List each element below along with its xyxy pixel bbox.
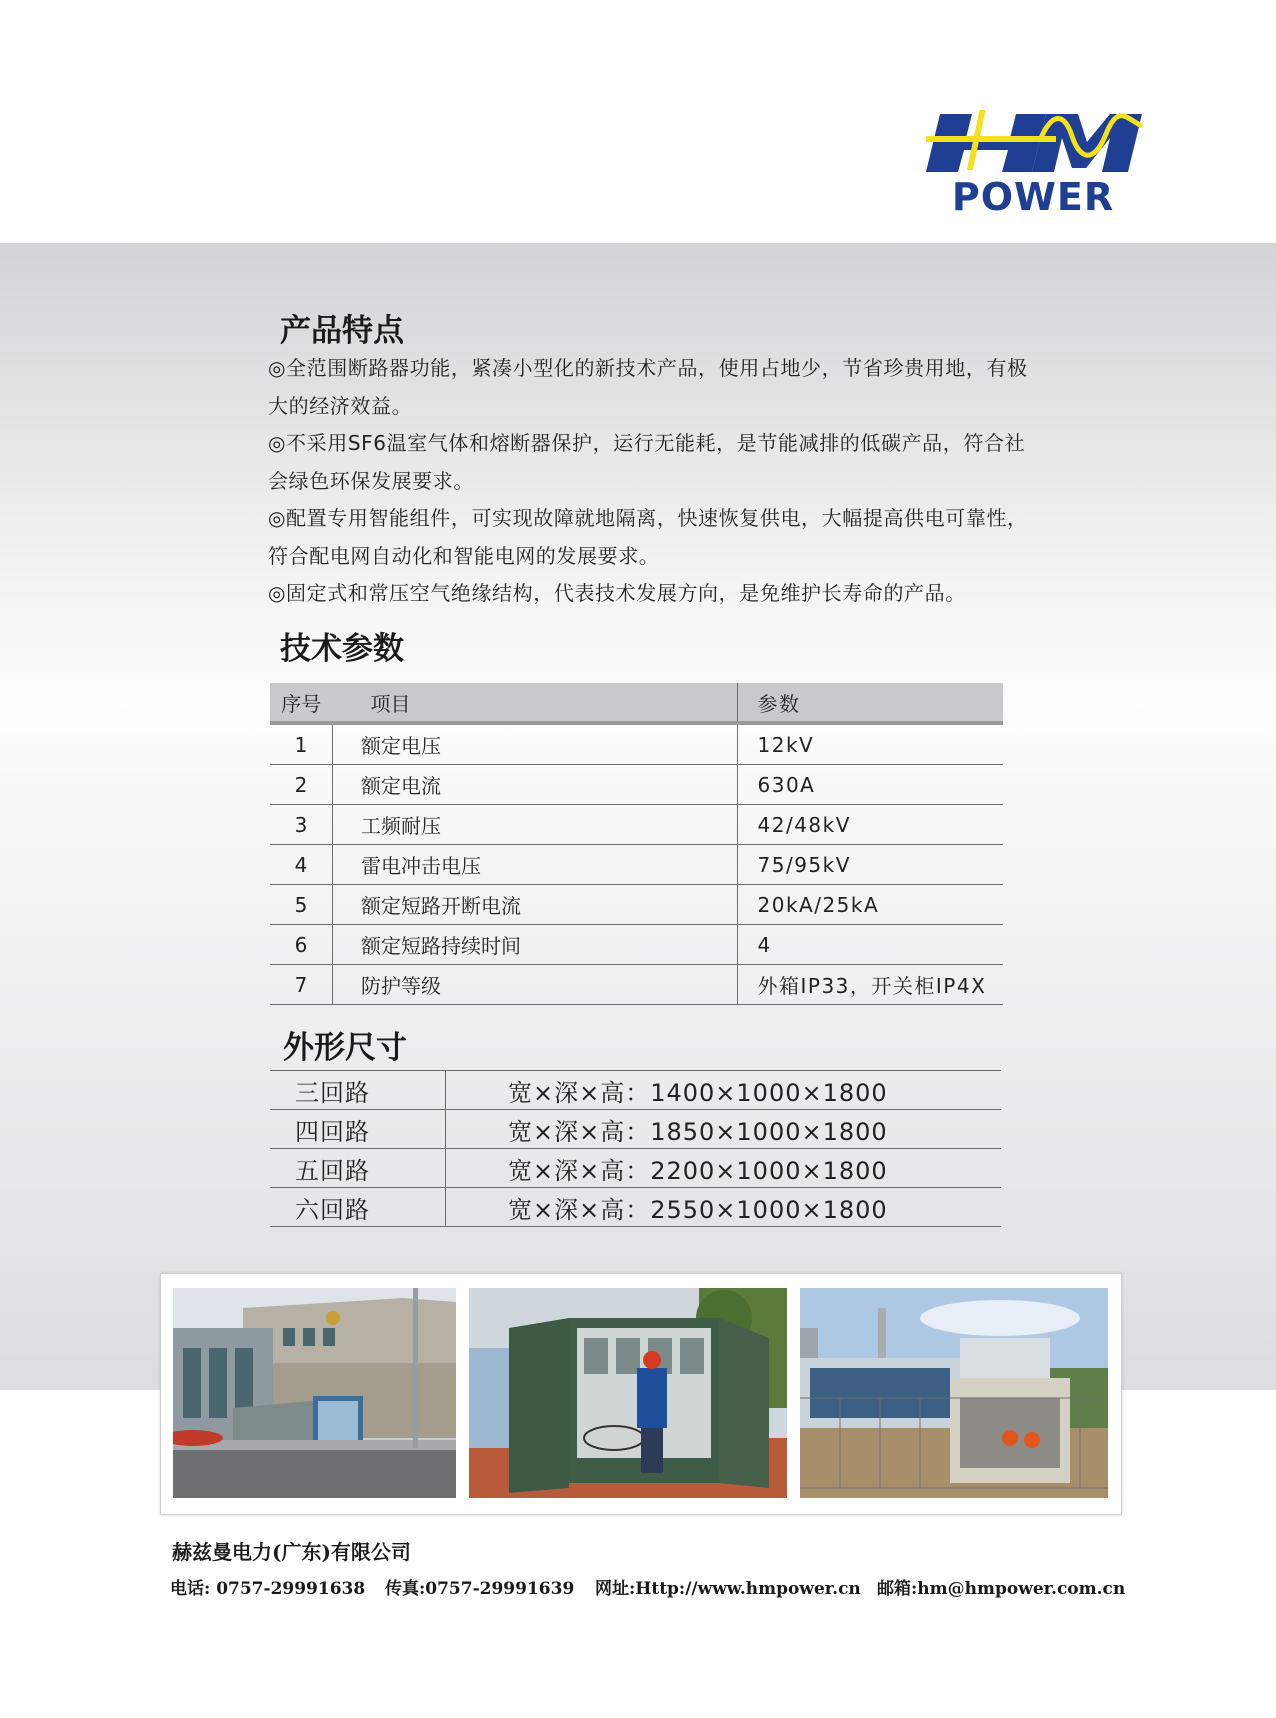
table-row	[270, 885, 1003, 925]
table-row	[270, 965, 1003, 1005]
cell-index: 4	[270, 845, 333, 885]
logo-word: POWER	[951, 175, 1115, 219]
feature-item: ◎全范围断路器功能，紧凑小型化的新技术产品，使用占地少，节省珍贵用地，有极大的经济效益。	[268, 356, 1028, 418]
cell-index: 5	[270, 885, 333, 925]
cell-index: 6	[270, 925, 333, 965]
feature-item: ◎不采用SF6温室气体和熔断器保护，运行无能耗，是节能减排的低碳产品，符合社会绿色环保发展要求。	[268, 431, 1026, 493]
cell-value: 4	[737, 925, 1003, 965]
table-row	[270, 925, 1003, 965]
hm-power-logo	[922, 108, 1144, 218]
table-row	[270, 1149, 1001, 1188]
cell-item: 额定电流	[333, 765, 738, 805]
table-row	[270, 765, 1003, 805]
table-row	[270, 805, 1003, 845]
email-link[interactable]: 邮箱:hm@hmpower.com.cn	[877, 1579, 1126, 1599]
table-row	[270, 1188, 1001, 1227]
cell-index: 7	[270, 965, 333, 1005]
cell-value: 42/48kV	[737, 805, 1003, 845]
cell-index: 3	[270, 805, 333, 845]
cell-circuit: 三回路	[270, 1071, 446, 1110]
company-name: 赫兹曼电力(广东)有限公司	[172, 1540, 411, 1564]
hm-logo-mark	[922, 108, 1144, 178]
cell-size: 宽×深×高：1850×1000×1800	[446, 1110, 1002, 1149]
cell-size: 宽×深×高：2200×1000×1800	[446, 1149, 1002, 1188]
table-row	[270, 1071, 1001, 1110]
cell-value: 75/95kV	[737, 845, 1003, 885]
col-header-index: 序号	[270, 683, 333, 723]
phone-number: 电话: 0757-29991638	[170, 1579, 366, 1599]
cell-value: 20kA/25kA	[737, 885, 1003, 925]
cell-circuit: 六回路	[270, 1188, 446, 1227]
table-row	[270, 723, 1003, 765]
photo-strip	[160, 1273, 1122, 1515]
table-row	[270, 845, 1003, 885]
features-heading: 产品特点	[280, 313, 404, 349]
cell-item: 额定短路开断电流	[333, 885, 738, 925]
photo-building-installation	[173, 1288, 456, 1498]
feature-item: ◎固定式和常压空气绝缘结构，代表技术发展方向，是免维护长寿命的产品。	[268, 581, 966, 605]
specs-table	[270, 683, 1003, 1005]
cell-circuit: 四回路	[270, 1110, 446, 1149]
cell-index: 1	[270, 723, 333, 765]
dimensions-table	[270, 1070, 1001, 1227]
table-header-row	[270, 683, 1003, 723]
features-list	[268, 350, 1028, 613]
col-header-value: 参数	[737, 683, 1003, 723]
cell-item: 额定短路持续时间	[333, 925, 738, 965]
cell-item: 防护等级	[333, 965, 738, 1005]
cell-item: 雷电冲击电压	[333, 845, 738, 885]
cell-value: 630A	[737, 765, 1003, 805]
cell-item: 工频耐压	[333, 805, 738, 845]
cell-size: 宽×深×高：1400×1000×1800	[446, 1071, 1002, 1110]
cell-size: 宽×深×高：2550×1000×1800	[446, 1188, 1002, 1227]
table-row	[270, 1110, 1001, 1149]
col-header-item: 项目	[333, 683, 738, 723]
specs-heading: 技术参数	[280, 631, 404, 667]
fax-number: 传真:0757-29991639	[385, 1579, 575, 1599]
website-link[interactable]: 网址:Http://www.hmpower.cn	[595, 1579, 861, 1599]
cell-value: 外箱IP33，开关柜IP4X	[737, 965, 1003, 1005]
cell-item: 额定电压	[333, 723, 738, 765]
dimensions-heading: 外形尺寸	[283, 1030, 407, 1066]
feature-item: ◎配置专用智能组件，可实现故障就地隔离，快速恢复供电，大幅提高供电可靠性，符合配电网自动化和智能电网的发展要求。	[268, 506, 1028, 568]
photo-switchgear-worker	[469, 1288, 787, 1498]
cell-index: 2	[270, 765, 333, 805]
photo-substation-site	[800, 1288, 1108, 1498]
cell-circuit: 五回路	[270, 1149, 446, 1188]
cell-value: 12kV	[737, 723, 1003, 765]
